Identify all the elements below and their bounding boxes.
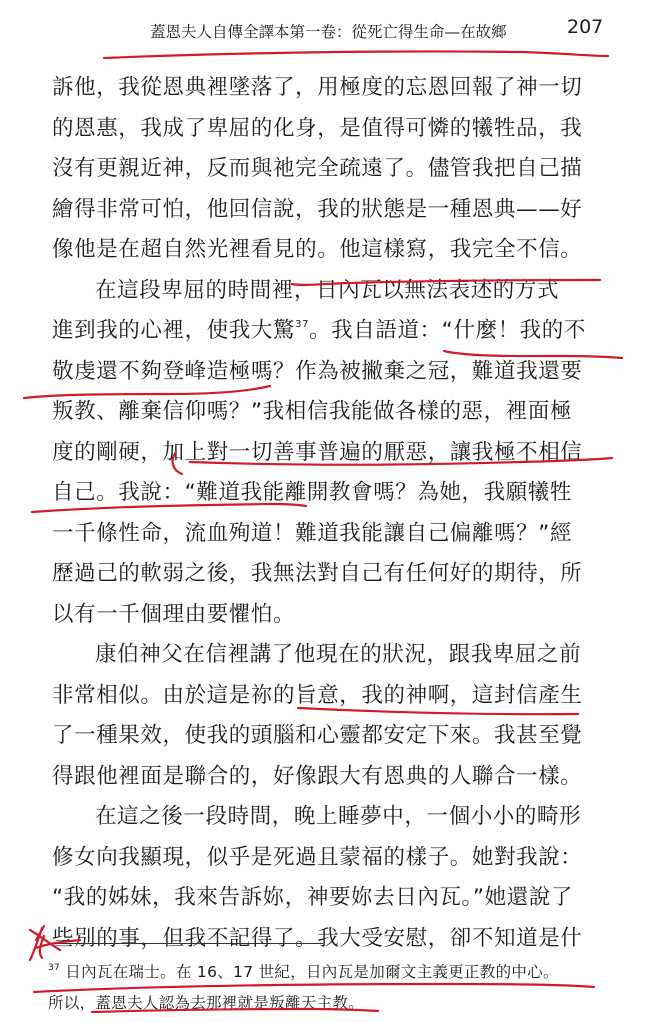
text-line: 沒有更親近神，反而與祂完全疏遠了。儘管我把自己描 [52, 156, 583, 181]
header-title: 蓋恩夫人自傳全譯本第一卷：從死亡得生命—在故鄉 [150, 23, 507, 41]
paragraph-2 [52, 271, 612, 636]
page-number: 207 [567, 16, 604, 38]
text-line: 歷過己的軟弱之後，我無法對自己有任何好的期待，所 [52, 561, 583, 586]
running-header [150, 16, 610, 46]
text-line: 叛教、離棄信仰嗎？”我相信我能做各樣的惡，裡面極 [52, 399, 573, 424]
text-line: 得跟他裡面是聯合的，好像跟大有恩典的人聯合一樣。 [52, 763, 583, 789]
footnote [48, 957, 608, 1019]
footnote-reference: 37 [295, 319, 310, 330]
text-line: 了一種果效，使我的頭腦和心靈都安定下來。我甚至覺 [52, 723, 583, 748]
paragraph-1 [52, 68, 612, 271]
paragraph-4 [52, 797, 612, 959]
footnote-line [48, 957, 608, 988]
text-line: 度的剛硬，加上對一切善事普遍的厭惡，讓我極不相信 [52, 439, 583, 465]
footnote-text: 日內瓦在瑞士。在 16、17 世紀，日內瓦是加爾文主義更正教的中心。 [65, 963, 559, 981]
text-line: 訴他，我從恩典裡墜落了，用極度的忘恩回報了神一切 [52, 75, 583, 100]
text-line: 在這段卑屈的時間裡，日內瓦以無法表述的方式 [95, 277, 560, 303]
text-line: 康伯神父在信裡講了他現在的狀況，跟我卑屈之前 [95, 642, 582, 667]
text-line: 些別的事，但我不記得了。我大受安慰，卻不知道是什 [52, 925, 583, 951]
text-line: 非常相似。由於這是祢的旨意，我的神啊，這封信產生 [52, 682, 583, 708]
text-line: 像他是在超自然光裡看見的。他這樣寫，我完全不信。 [52, 237, 583, 262]
text-line: 繪得非常可怕，他回信說，我的狀態是一種恩典——好 [52, 196, 583, 222]
text-line [52, 311, 612, 352]
footnote-number: 37 [48, 963, 61, 973]
header-underline [104, 51, 608, 58]
text-line: 在這之後一段時間，晚上睡夢中，一個小小的畸形 [95, 804, 582, 829]
paragraph-3 [52, 635, 612, 797]
text-span: 。我自語道：“什麼！我的不 [309, 318, 586, 343]
footnote-divider [48, 943, 323, 944]
text-span: 進到我的心裡，使我大驚 [52, 318, 296, 343]
text-line: 敬虔還不夠登峰造極嗎？作為被撇棄之冠，難道我還要 [52, 358, 583, 384]
footnote-line: 所以，蓋恩夫人認為去那裡就是叛離天主教。 [48, 994, 365, 1012]
text-line: 自己。我說：“難道我能離開教會嗎？為她，我願犧牲 [52, 480, 573, 505]
text-line: 修女向我顯現，似乎是死過且蒙福的樣子。她對我說： [52, 844, 583, 870]
text-line: 一千條性命，流血殉道！難道我能讓自己偏離嗎？”經 [52, 520, 573, 546]
text-line: “我的姊妹，我來告訴妳，神要妳去日內瓦。”她還說了 [52, 885, 574, 910]
body-text [52, 68, 612, 959]
text-line: 以有一千個理由要懼怕。 [52, 601, 296, 627]
text-line: 的恩惠，我成了卑屈的化身，是值得可憐的犧牲品，我 [52, 115, 583, 141]
